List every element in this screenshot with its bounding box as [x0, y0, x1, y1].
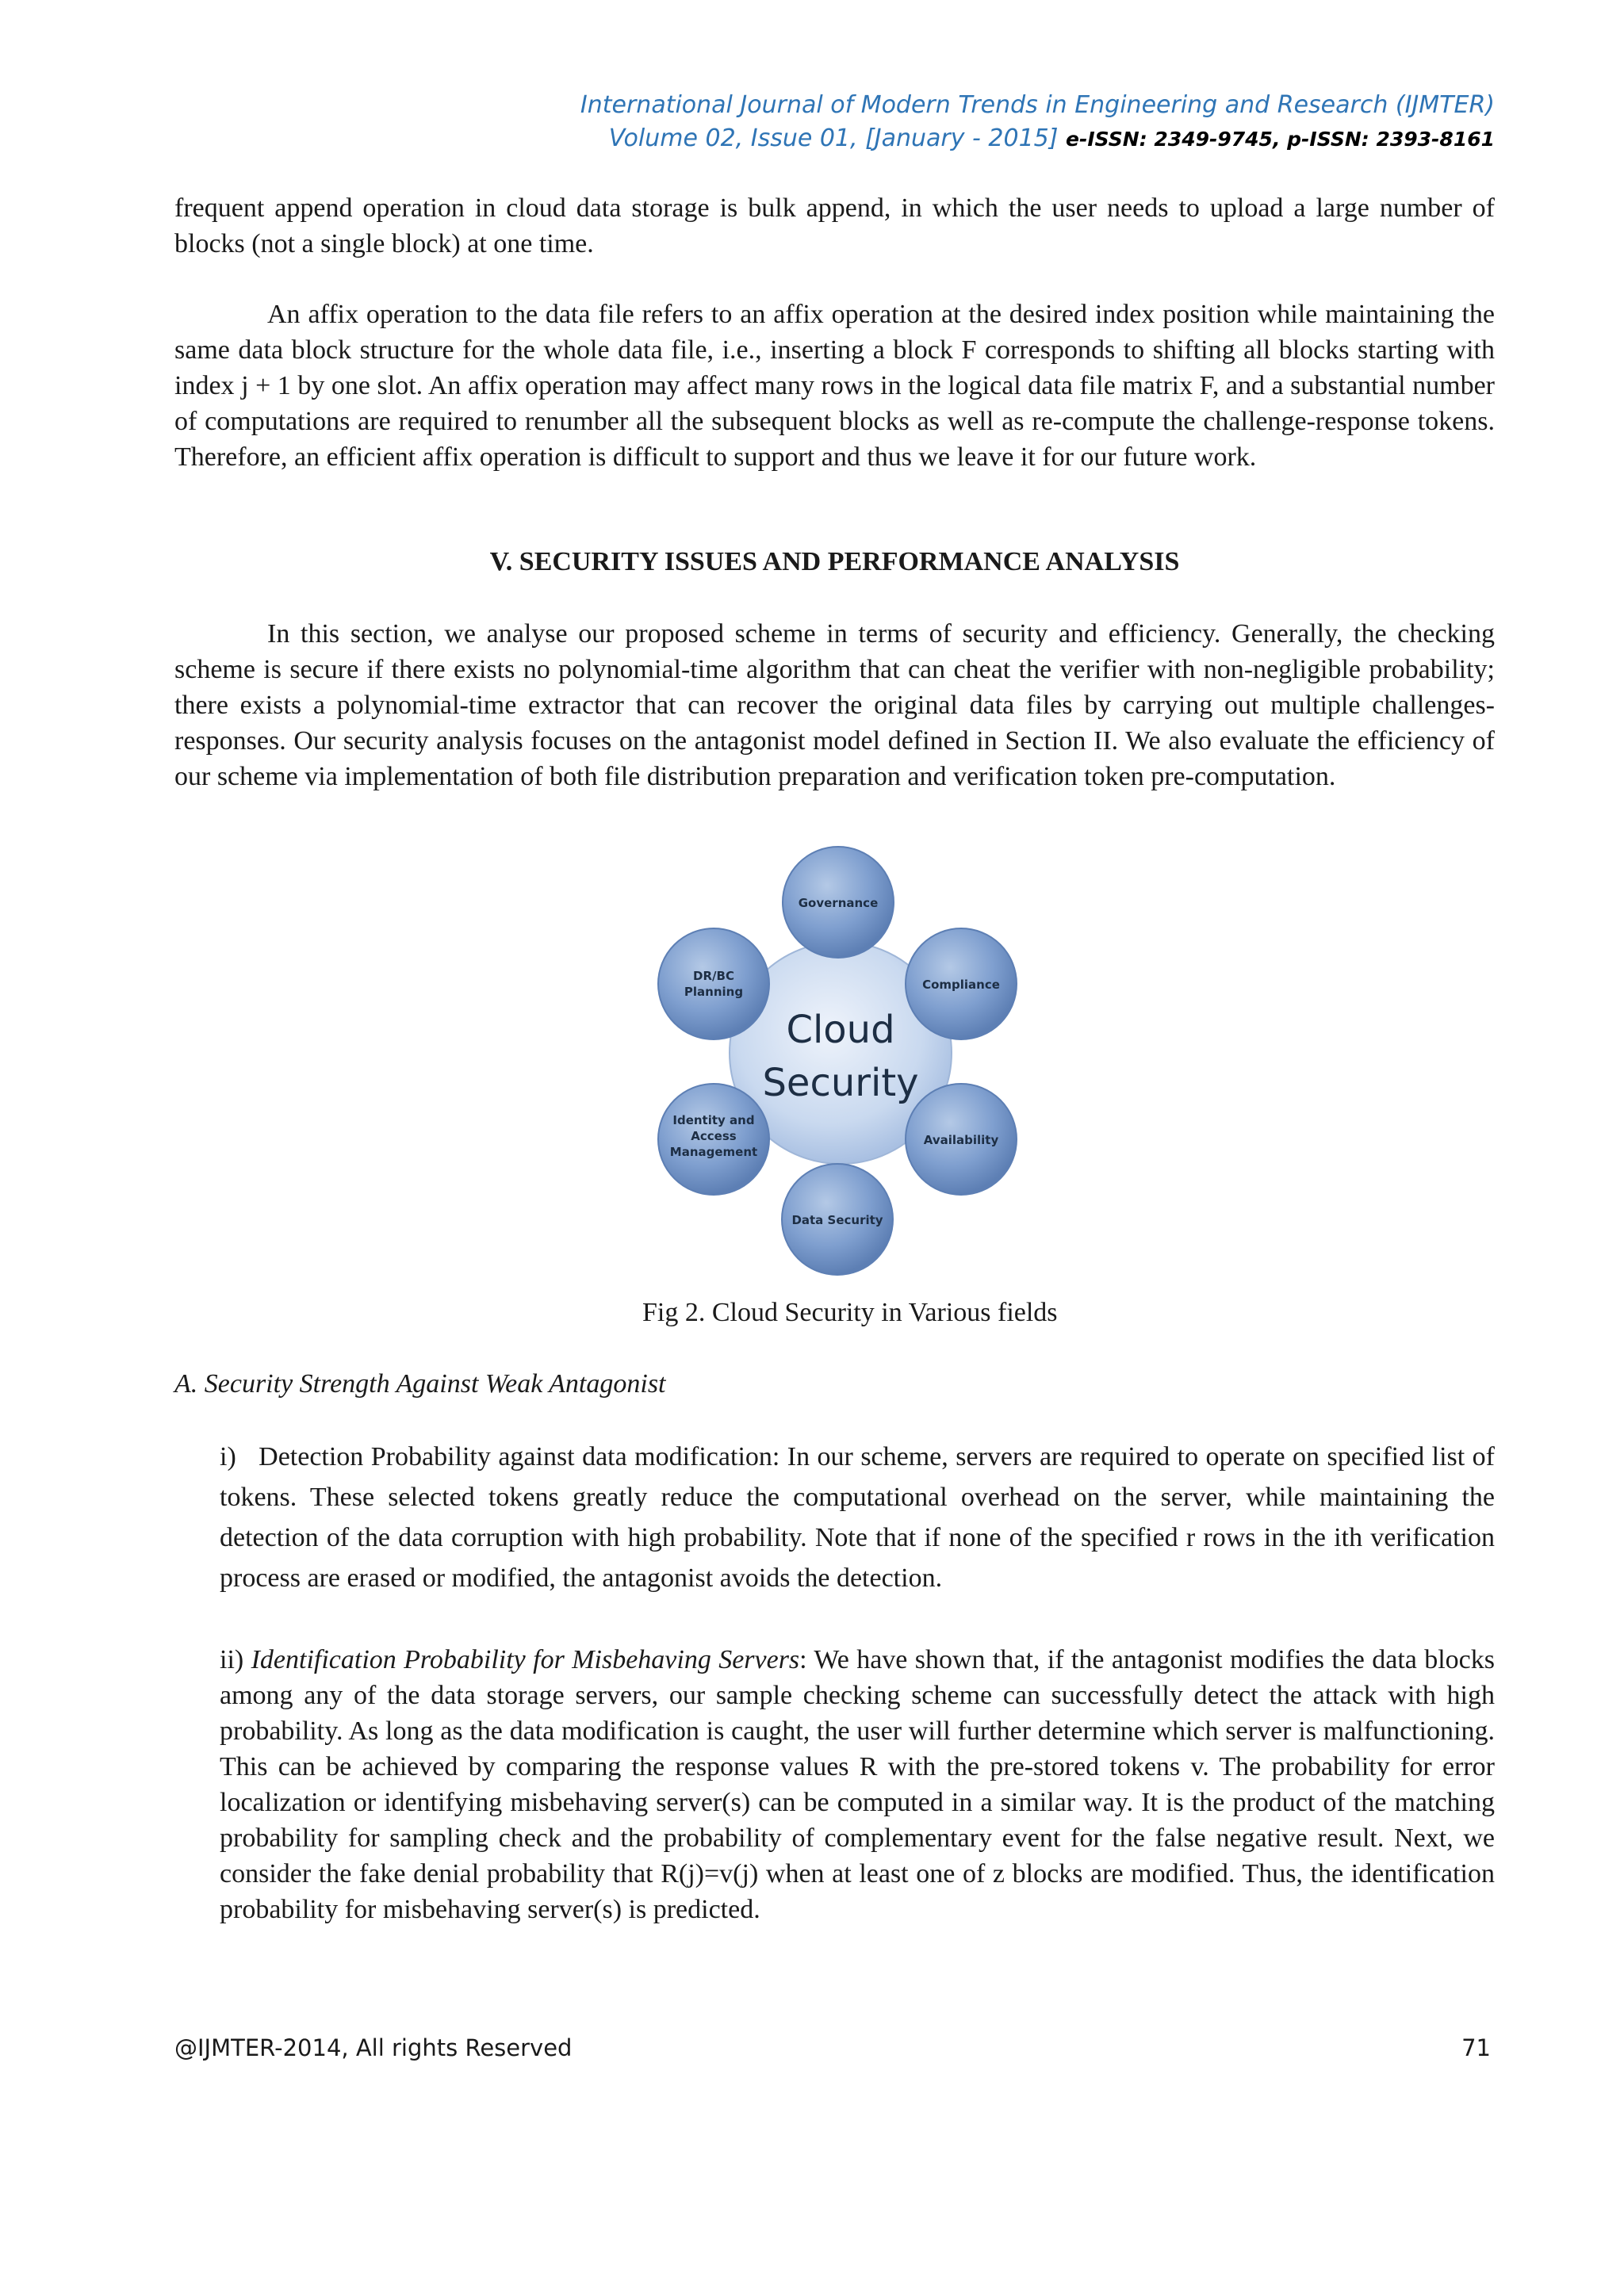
journal-volume: [580, 122, 1495, 156]
issn-numbers: e-ISSN: 2349-9745, p-ISSN: 2393-8161: [1066, 128, 1495, 151]
item-marker-ii: ii): [220, 1645, 244, 1674]
label-data-security: Data Security: [791, 1213, 883, 1227]
label-identity-3: Management: [669, 1145, 758, 1159]
paragraph-affix-operation: An affix operation to the data file refers to an affix operation at the desired index position while maintaining the same data block structure for the whole data file, i.e., inserting a block F corresponds to shifting all blocks starting with index j + 1 by one slot. An affix operation may affect many rows in the logical data file matrix F, and a substantial number of computations are required to renumber all the subsequent blocks as well as re-compute the challenge-response tokens. Therefore, an efficient affix operation is difficult to support and thus we leave it for our future work.: [174, 300, 1495, 472]
item-ii-title: Identification Probability for Misbehaving Servers: [251, 1645, 800, 1674]
paragraph-security-analysis: In this section, we analyse our proposed scheme in terms of security and efficiency. Generally, the checking scheme is secure if there exists no polynomial-time algorithm that can cheat the verifier with non-negligible probability; there exists a polynomial-time extractor that can recover the original data files by carrying out multiple challenges-responses. Our security analysis focuses on the antagonist model defined in Section II. We also evaluate the efficiency of our scheme via implementation of both file distribution preparation and verification token pre-computation.: [174, 619, 1495, 791]
label-identity-2: Access: [691, 1129, 737, 1143]
item-marker-i: i): [220, 1442, 236, 1471]
page-number: 71: [1461, 2034, 1491, 2061]
label-drbc-1: DR/BC: [693, 969, 734, 983]
item-ii-text: : We have shown that, if the antagonist modifies the data blocks among any of the data storage servers, our sample checking scheme can successfully detect the attack with high probability. As long as the data modification is caught, the user will further determine which server is malfunctioning. This can be achieved by comparing the response values R with the pre-stored tokens v. The probability for error localization or identifying misbehaving server(s) can be computed in a similar way. It is the product of the matching probability for sampling check and the probability of complementary event for the false negative result. Next, we consider the fake denial probability that R(j)=v(j) when at least one of z blocks are modified. Thus, the identification probability for misbehaving server(s) is predicted.: [220, 1645, 1496, 1924]
item-detection-probability: [220, 1437, 1495, 1598]
cloud-security-figure: [650, 840, 1031, 1284]
item-identification-probability: [220, 1642, 1495, 1927]
cloud-security-diagram: [650, 840, 1031, 1284]
item-i-text: Detection Probability against data modification: In our scheme, servers are required to operate on specified list of tokens. These selected tokens greatly reduce the computational overhead on the server, while maintaining the detection of the data corruption with high probability. Note that if none of the specified r rows in the ith verification process are erased or modified, the antagonist avoids the detection.: [220, 1442, 1495, 1593]
volume-issue: Volume 02, Issue 01, [January - 2015]: [608, 124, 1059, 152]
label-governance: Governance: [798, 896, 879, 910]
node-drbc: [658, 928, 769, 1039]
journal-header: [580, 89, 1495, 156]
section-title: V. SECURITY ISSUES AND PERFORMANCE ANALYSIS: [489, 547, 1180, 576]
label-availability: Availability: [923, 1133, 999, 1147]
center-label-cloud: Cloud: [786, 1008, 895, 1052]
label-identity-1: Identity and: [672, 1113, 755, 1127]
footer-copyright: @IJMTER-2014, All rights Reserved: [174, 2034, 573, 2061]
figure-caption: Fig 2. Cloud Security in Various fields: [642, 1298, 1058, 1327]
center-label-security: Security: [762, 1061, 919, 1105]
label-drbc-2: Planning: [684, 985, 744, 999]
label-compliance: Compliance: [922, 978, 1000, 992]
paragraph-bulk-append: frequent append operation in cloud data storage is bulk append, in which the user needs to upload a large number of blocks (not a single block) at one time.: [174, 193, 1495, 258]
subsection-title: A. Security Strength Against Weak Antagonist: [174, 1369, 666, 1399]
journal-title: International Journal of Modern Trends in Engineering and Research (IJMTER): [580, 91, 1495, 119]
